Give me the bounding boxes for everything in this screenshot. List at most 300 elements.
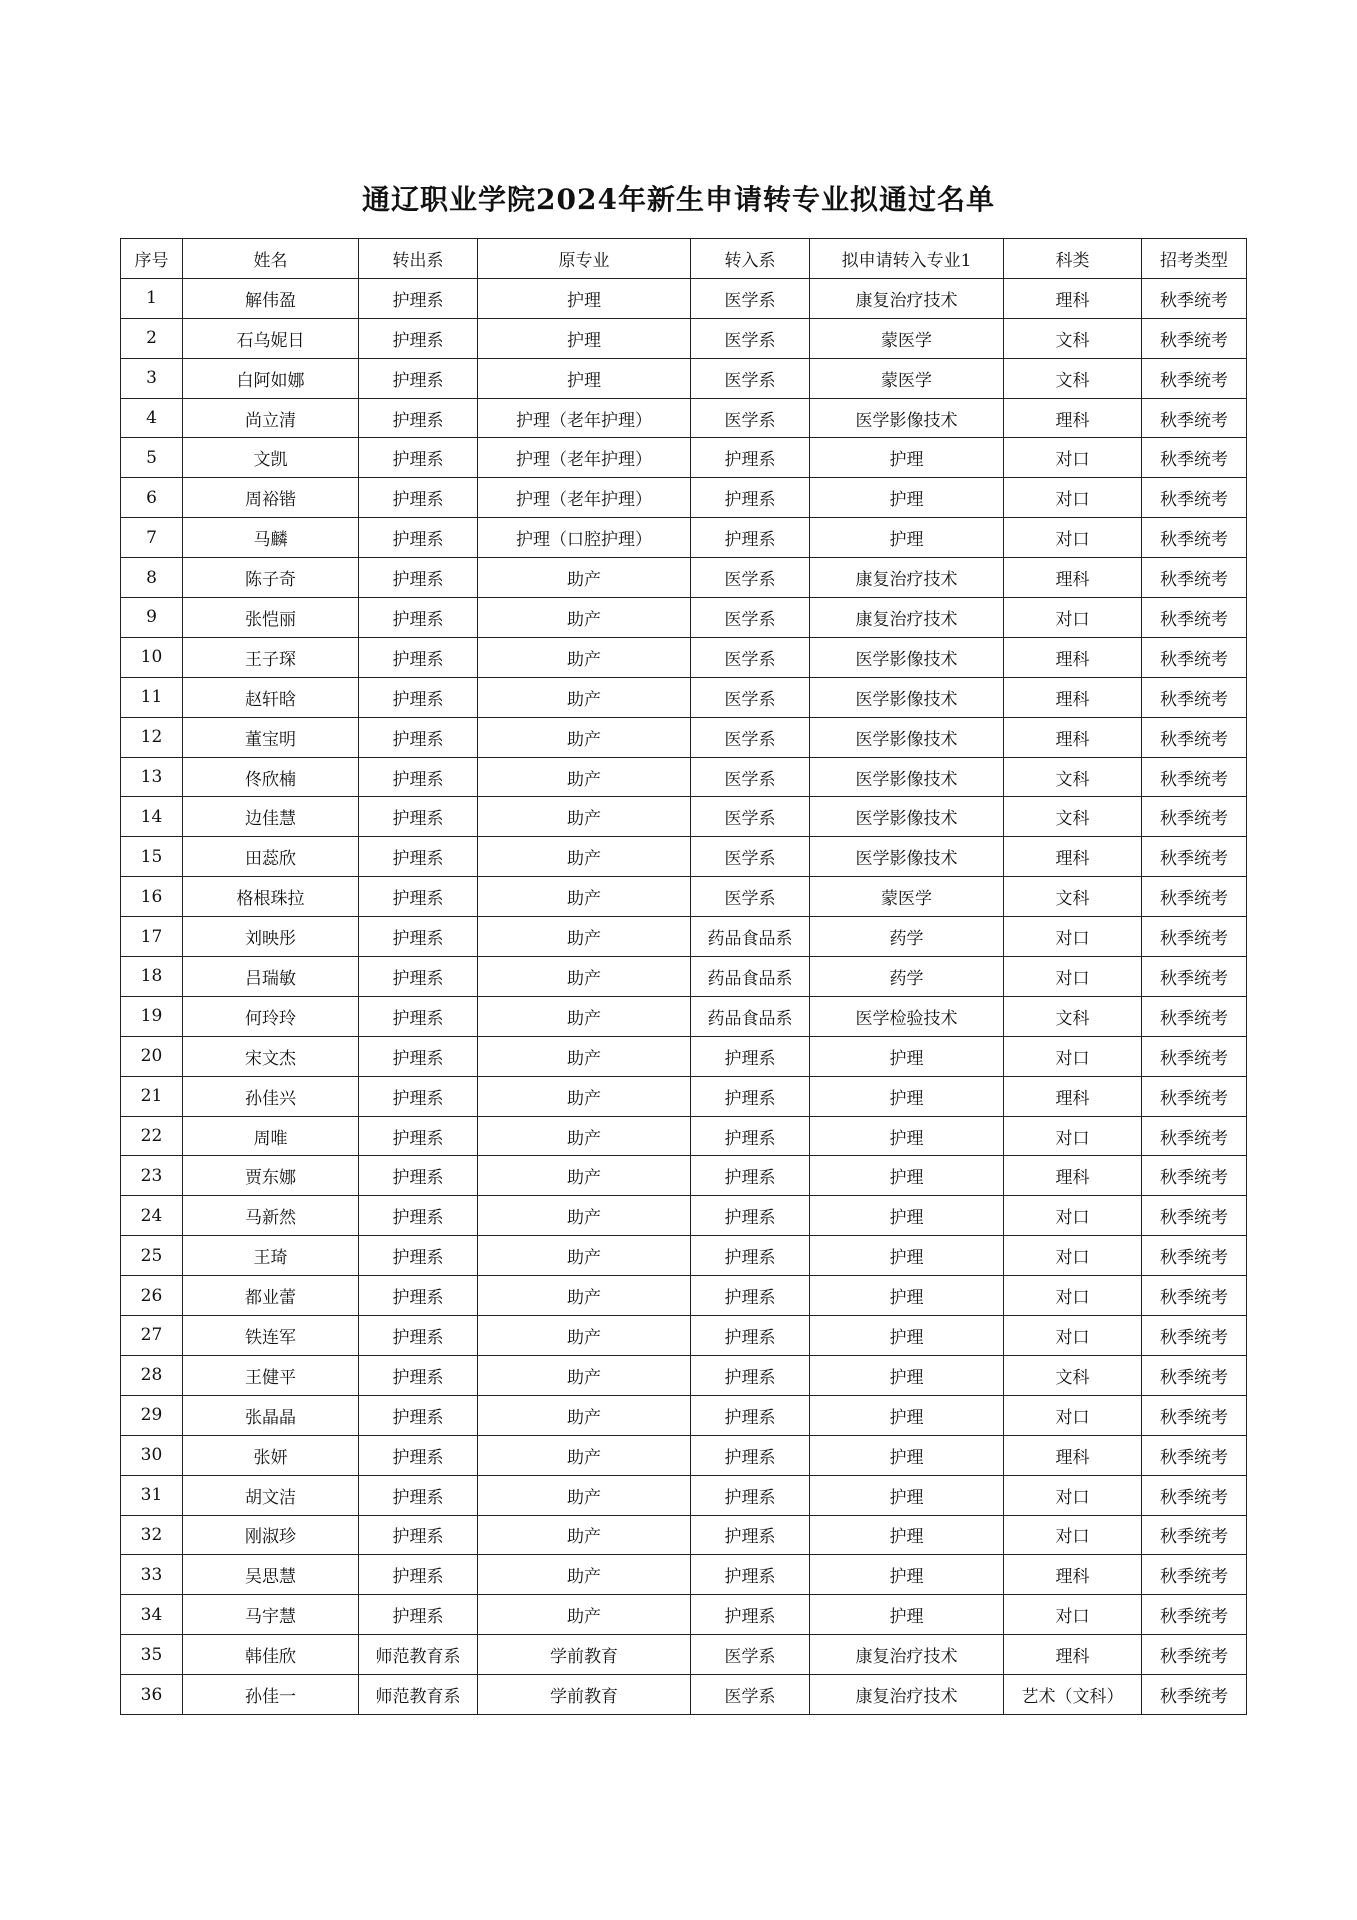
serial-cell: 10 — [121, 637, 183, 677]
to-department-cell: 医学系 — [691, 717, 810, 757]
header-from-department: 转出系 — [359, 239, 478, 279]
exam-type-cell: 秋季统考 — [1142, 438, 1247, 478]
original-major-cell: 助产 — [478, 1036, 691, 1076]
original-major-cell: 学前教育 — [478, 1635, 691, 1675]
exam-type-cell: 秋季统考 — [1142, 1196, 1247, 1236]
name-cell: 解伟盈 — [183, 278, 359, 318]
to-department-cell: 护理系 — [691, 1156, 810, 1196]
exam-type-cell: 秋季统考 — [1142, 1036, 1247, 1076]
target-major-cell: 护理 — [810, 1475, 1004, 1515]
to-department-cell: 医学系 — [691, 877, 810, 917]
table-row — [121, 677, 1247, 717]
original-major-cell: 助产 — [478, 637, 691, 677]
original-major-cell: 护理（口腔护理） — [478, 518, 691, 558]
from-department-cell: 护理系 — [359, 1276, 478, 1316]
exam-type-cell: 秋季统考 — [1142, 598, 1247, 638]
serial-cell: 16 — [121, 877, 183, 917]
original-major-cell: 护理（老年护理） — [478, 478, 691, 518]
exam-type-cell: 秋季统考 — [1142, 1595, 1247, 1635]
subject-category-cell: 艺术（文科） — [1004, 1675, 1142, 1715]
to-department-cell: 护理系 — [691, 1076, 810, 1116]
subject-category-cell: 文科 — [1004, 757, 1142, 797]
name-cell: 孙佳兴 — [183, 1076, 359, 1116]
target-major-cell: 护理 — [810, 1236, 1004, 1276]
target-major-cell: 护理 — [810, 1395, 1004, 1435]
from-department-cell: 护理系 — [359, 1236, 478, 1276]
exam-type-cell: 秋季统考 — [1142, 1395, 1247, 1435]
serial-cell: 28 — [121, 1355, 183, 1395]
target-major-cell: 护理 — [810, 1156, 1004, 1196]
exam-type-cell: 秋季统考 — [1142, 917, 1247, 957]
exam-type-cell: 秋季统考 — [1142, 1316, 1247, 1356]
original-major-cell: 助产 — [478, 1116, 691, 1156]
target-major-cell: 护理 — [810, 518, 1004, 558]
to-department-cell: 护理系 — [691, 1236, 810, 1276]
exam-type-cell: 秋季统考 — [1142, 677, 1247, 717]
exam-type-cell: 秋季统考 — [1142, 1236, 1247, 1276]
name-cell: 格根珠拉 — [183, 877, 359, 917]
target-major-cell: 护理 — [810, 1276, 1004, 1316]
from-department-cell: 护理系 — [359, 1116, 478, 1156]
to-department-cell: 医学系 — [691, 358, 810, 398]
from-department-cell: 护理系 — [359, 717, 478, 757]
table-row — [121, 837, 1247, 877]
name-cell: 刚淑珍 — [183, 1515, 359, 1555]
name-cell: 王琦 — [183, 1236, 359, 1276]
original-major-cell: 助产 — [478, 1475, 691, 1515]
name-cell: 吕瑞敏 — [183, 957, 359, 997]
from-department-cell: 护理系 — [359, 438, 478, 478]
subject-category-cell: 对口 — [1004, 917, 1142, 957]
subject-category-cell: 理科 — [1004, 837, 1142, 877]
table-row — [121, 1475, 1247, 1515]
name-cell: 胡文洁 — [183, 1475, 359, 1515]
original-major-cell: 护理 — [478, 318, 691, 358]
to-department-cell: 护理系 — [691, 1276, 810, 1316]
original-major-cell: 助产 — [478, 837, 691, 877]
from-department-cell: 护理系 — [359, 1555, 478, 1595]
from-department-cell: 护理系 — [359, 318, 478, 358]
original-major-cell: 助产 — [478, 1316, 691, 1356]
exam-type-cell: 秋季统考 — [1142, 797, 1247, 837]
target-major-cell: 医学影像技术 — [810, 797, 1004, 837]
subject-category-cell: 对口 — [1004, 1036, 1142, 1076]
to-department-cell: 医学系 — [691, 318, 810, 358]
exam-type-cell: 秋季统考 — [1142, 518, 1247, 558]
subject-category-cell: 理科 — [1004, 1635, 1142, 1675]
name-cell: 董宝明 — [183, 717, 359, 757]
from-department-cell: 护理系 — [359, 558, 478, 598]
exam-type-cell: 秋季统考 — [1142, 478, 1247, 518]
table-row — [121, 358, 1247, 398]
original-major-cell: 助产 — [478, 957, 691, 997]
serial-cell: 14 — [121, 797, 183, 837]
name-cell: 石乌妮日 — [183, 318, 359, 358]
from-department-cell: 护理系 — [359, 837, 478, 877]
table-row — [121, 1156, 1247, 1196]
from-department-cell: 护理系 — [359, 1076, 478, 1116]
to-department-cell: 医学系 — [691, 677, 810, 717]
from-department-cell: 护理系 — [359, 677, 478, 717]
target-major-cell: 护理 — [810, 1036, 1004, 1076]
target-major-cell: 护理 — [810, 1555, 1004, 1595]
to-department-cell: 医学系 — [691, 757, 810, 797]
from-department-cell: 护理系 — [359, 1395, 478, 1435]
name-cell: 王健平 — [183, 1355, 359, 1395]
header-serial: 序号 — [121, 239, 183, 279]
table-row — [121, 518, 1247, 558]
from-department-cell: 护理系 — [359, 478, 478, 518]
table-row — [121, 1595, 1247, 1635]
to-department-cell: 药品食品系 — [691, 917, 810, 957]
header-name: 姓名 — [183, 239, 359, 279]
target-major-cell: 康复治疗技术 — [810, 558, 1004, 598]
from-department-cell: 护理系 — [359, 1475, 478, 1515]
name-cell: 张晶晶 — [183, 1395, 359, 1435]
name-cell: 铁连军 — [183, 1316, 359, 1356]
name-cell: 张妍 — [183, 1435, 359, 1475]
subject-category-cell: 对口 — [1004, 438, 1142, 478]
name-cell: 周裕锴 — [183, 478, 359, 518]
table-row — [121, 1395, 1247, 1435]
to-department-cell: 医学系 — [691, 637, 810, 677]
to-department-cell: 医学系 — [691, 558, 810, 598]
serial-cell: 13 — [121, 757, 183, 797]
subject-category-cell: 对口 — [1004, 1475, 1142, 1515]
to-department-cell: 护理系 — [691, 1555, 810, 1595]
to-department-cell: 医学系 — [691, 797, 810, 837]
to-department-cell: 护理系 — [691, 1116, 810, 1156]
subject-category-cell: 理科 — [1004, 1156, 1142, 1196]
subject-category-cell: 文科 — [1004, 318, 1142, 358]
exam-type-cell: 秋季统考 — [1142, 837, 1247, 877]
target-major-cell: 康复治疗技术 — [810, 278, 1004, 318]
name-cell: 尚立清 — [183, 398, 359, 438]
subject-category-cell: 文科 — [1004, 996, 1142, 1036]
table-row — [121, 278, 1247, 318]
target-major-cell: 药学 — [810, 957, 1004, 997]
page-title: 通辽职业学院2024年新生申请转专业拟通过名单 — [362, 183, 995, 216]
original-major-cell: 护理 — [478, 278, 691, 318]
to-department-cell: 护理系 — [691, 1595, 810, 1635]
target-major-cell: 康复治疗技术 — [810, 598, 1004, 638]
from-department-cell: 护理系 — [359, 1515, 478, 1555]
from-department-cell: 护理系 — [359, 1196, 478, 1236]
original-major-cell: 助产 — [478, 677, 691, 717]
target-major-cell: 护理 — [810, 1595, 1004, 1635]
table-row — [121, 318, 1247, 358]
subject-category-cell: 理科 — [1004, 398, 1142, 438]
name-cell: 马新然 — [183, 1196, 359, 1236]
to-department-cell: 护理系 — [691, 1355, 810, 1395]
name-cell: 陈子奇 — [183, 558, 359, 598]
table-row — [121, 797, 1247, 837]
original-major-cell: 助产 — [478, 996, 691, 1036]
subject-category-cell: 理科 — [1004, 1555, 1142, 1595]
subject-category-cell: 文科 — [1004, 358, 1142, 398]
table-row — [121, 637, 1247, 677]
original-major-cell: 助产 — [478, 1555, 691, 1595]
exam-type-cell: 秋季统考 — [1142, 1555, 1247, 1595]
original-major-cell: 学前教育 — [478, 1675, 691, 1715]
target-major-cell: 蒙医学 — [810, 318, 1004, 358]
serial-cell: 17 — [121, 917, 183, 957]
table-row — [121, 438, 1247, 478]
from-department-cell: 护理系 — [359, 1595, 478, 1635]
subject-category-cell: 对口 — [1004, 957, 1142, 997]
name-cell: 贾东娜 — [183, 1156, 359, 1196]
original-major-cell: 助产 — [478, 917, 691, 957]
from-department-cell: 护理系 — [359, 518, 478, 558]
target-major-cell: 医学影像技术 — [810, 677, 1004, 717]
table-row — [121, 598, 1247, 638]
table-row — [121, 1316, 1247, 1356]
original-major-cell: 助产 — [478, 757, 691, 797]
target-major-cell: 医学影像技术 — [810, 757, 1004, 797]
serial-cell: 22 — [121, 1116, 183, 1156]
from-department-cell: 师范教育系 — [359, 1675, 478, 1715]
exam-type-cell: 秋季统考 — [1142, 1076, 1247, 1116]
subject-category-cell: 理科 — [1004, 717, 1142, 757]
table-row — [121, 1435, 1247, 1475]
serial-cell: 32 — [121, 1515, 183, 1555]
exam-type-cell: 秋季统考 — [1142, 1116, 1247, 1156]
name-cell: 张恺丽 — [183, 598, 359, 638]
target-major-cell: 蒙医学 — [810, 358, 1004, 398]
exam-type-cell: 秋季统考 — [1142, 358, 1247, 398]
exam-type-cell: 秋季统考 — [1142, 957, 1247, 997]
subject-category-cell: 文科 — [1004, 797, 1142, 837]
serial-cell: 4 — [121, 398, 183, 438]
to-department-cell: 护理系 — [691, 1515, 810, 1555]
to-department-cell: 医学系 — [691, 1675, 810, 1715]
from-department-cell: 护理系 — [359, 877, 478, 917]
exam-type-cell: 秋季统考 — [1142, 996, 1247, 1036]
target-major-cell: 护理 — [810, 1435, 1004, 1475]
table-row — [121, 1116, 1247, 1156]
from-department-cell: 护理系 — [359, 598, 478, 638]
serial-cell: 26 — [121, 1276, 183, 1316]
to-department-cell: 护理系 — [691, 518, 810, 558]
target-major-cell: 医学影像技术 — [810, 637, 1004, 677]
serial-cell: 31 — [121, 1475, 183, 1515]
subject-category-cell: 理科 — [1004, 558, 1142, 598]
header-original-major: 原专业 — [478, 239, 691, 279]
exam-type-cell: 秋季统考 — [1142, 398, 1247, 438]
table-row — [121, 996, 1247, 1036]
to-department-cell: 护理系 — [691, 1196, 810, 1236]
name-cell: 周唯 — [183, 1116, 359, 1156]
name-cell: 佟欣楠 — [183, 757, 359, 797]
header-subject-category: 科类 — [1004, 239, 1142, 279]
name-cell: 白阿如娜 — [183, 358, 359, 398]
original-major-cell: 助产 — [478, 558, 691, 598]
original-major-cell: 助产 — [478, 797, 691, 837]
table-row — [121, 1515, 1247, 1555]
name-cell: 赵轩晗 — [183, 677, 359, 717]
to-department-cell: 药品食品系 — [691, 996, 810, 1036]
original-major-cell: 助产 — [478, 1355, 691, 1395]
from-department-cell: 护理系 — [359, 1156, 478, 1196]
serial-cell: 15 — [121, 837, 183, 877]
serial-cell: 19 — [121, 996, 183, 1036]
name-cell: 韩佳欣 — [183, 1635, 359, 1675]
to-department-cell: 护理系 — [691, 1395, 810, 1435]
table-header-row — [121, 239, 1247, 279]
subject-category-cell: 对口 — [1004, 1236, 1142, 1276]
original-major-cell: 助产 — [478, 877, 691, 917]
serial-cell: 5 — [121, 438, 183, 478]
name-cell: 何玲玲 — [183, 996, 359, 1036]
table-row — [121, 1555, 1247, 1595]
original-major-cell: 助产 — [478, 717, 691, 757]
exam-type-cell: 秋季统考 — [1142, 558, 1247, 598]
serial-cell: 33 — [121, 1555, 183, 1595]
table-row — [121, 717, 1247, 757]
target-major-cell: 护理 — [810, 1196, 1004, 1236]
target-major-cell: 护理 — [810, 1316, 1004, 1356]
from-department-cell: 护理系 — [359, 1435, 478, 1475]
table-row — [121, 1236, 1247, 1276]
target-major-cell: 护理 — [810, 1116, 1004, 1156]
subject-category-cell: 理科 — [1004, 637, 1142, 677]
table-row — [121, 398, 1247, 438]
exam-type-cell: 秋季统考 — [1142, 1515, 1247, 1555]
subject-category-cell: 对口 — [1004, 478, 1142, 518]
subject-category-cell: 文科 — [1004, 1355, 1142, 1395]
serial-cell: 11 — [121, 677, 183, 717]
target-major-cell: 蒙医学 — [810, 877, 1004, 917]
from-department-cell: 护理系 — [359, 1036, 478, 1076]
subject-category-cell: 文科 — [1004, 877, 1142, 917]
exam-type-cell: 秋季统考 — [1142, 1355, 1247, 1395]
to-department-cell: 护理系 — [691, 1316, 810, 1356]
to-department-cell: 医学系 — [691, 598, 810, 638]
to-department-cell: 护理系 — [691, 1475, 810, 1515]
serial-cell: 24 — [121, 1196, 183, 1236]
table-row — [121, 957, 1247, 997]
to-department-cell: 护理系 — [691, 1036, 810, 1076]
name-cell: 田蕊欣 — [183, 837, 359, 877]
from-department-cell: 护理系 — [359, 957, 478, 997]
original-major-cell: 助产 — [478, 1236, 691, 1276]
exam-type-cell: 秋季统考 — [1142, 717, 1247, 757]
exam-type-cell: 秋季统考 — [1142, 318, 1247, 358]
name-cell: 都业蕾 — [183, 1276, 359, 1316]
to-department-cell: 医学系 — [691, 278, 810, 318]
exam-type-cell: 秋季统考 — [1142, 1156, 1247, 1196]
target-major-cell: 医学影像技术 — [810, 837, 1004, 877]
table-body — [121, 278, 1247, 1714]
original-major-cell: 护理（老年护理） — [478, 438, 691, 478]
name-cell: 吴思慧 — [183, 1555, 359, 1595]
serial-cell: 8 — [121, 558, 183, 598]
exam-type-cell: 秋季统考 — [1142, 877, 1247, 917]
from-department-cell: 护理系 — [359, 278, 478, 318]
serial-cell: 6 — [121, 478, 183, 518]
original-major-cell: 助产 — [478, 1196, 691, 1236]
target-major-cell: 医学影像技术 — [810, 398, 1004, 438]
target-major-cell: 护理 — [810, 1355, 1004, 1395]
exam-type-cell: 秋季统考 — [1142, 1675, 1247, 1715]
serial-cell: 21 — [121, 1076, 183, 1116]
table-row — [121, 1675, 1247, 1715]
header-to-department: 转入系 — [691, 239, 810, 279]
serial-cell: 2 — [121, 318, 183, 358]
target-major-cell: 护理 — [810, 1076, 1004, 1116]
transfer-list-table — [120, 238, 1247, 1715]
target-major-cell: 医学检验技术 — [810, 996, 1004, 1036]
to-department-cell: 医学系 — [691, 398, 810, 438]
exam-type-cell: 秋季统考 — [1142, 637, 1247, 677]
table-row — [121, 1036, 1247, 1076]
from-department-cell: 护理系 — [359, 1355, 478, 1395]
to-department-cell: 医学系 — [691, 1635, 810, 1675]
serial-cell: 1 — [121, 278, 183, 318]
serial-cell: 34 — [121, 1595, 183, 1635]
table-row — [121, 1635, 1247, 1675]
table-row — [121, 558, 1247, 598]
serial-cell: 27 — [121, 1316, 183, 1356]
target-major-cell: 医学影像技术 — [810, 717, 1004, 757]
serial-cell: 12 — [121, 717, 183, 757]
subject-category-cell: 对口 — [1004, 1595, 1142, 1635]
subject-category-cell: 理科 — [1004, 1076, 1142, 1116]
from-department-cell: 护理系 — [359, 996, 478, 1036]
serial-cell: 25 — [121, 1236, 183, 1276]
serial-cell: 36 — [121, 1675, 183, 1715]
original-major-cell: 助产 — [478, 1156, 691, 1196]
target-major-cell: 护理 — [810, 1515, 1004, 1555]
from-department-cell: 护理系 — [359, 1316, 478, 1356]
original-major-cell: 护理（老年护理） — [478, 398, 691, 438]
exam-type-cell: 秋季统考 — [1142, 1635, 1247, 1675]
subject-category-cell: 对口 — [1004, 1395, 1142, 1435]
name-cell: 边佳慧 — [183, 797, 359, 837]
from-department-cell: 护理系 — [359, 797, 478, 837]
subject-category-cell: 对口 — [1004, 1316, 1142, 1356]
table-row — [121, 1196, 1247, 1236]
target-major-cell: 康复治疗技术 — [810, 1635, 1004, 1675]
table-row — [121, 917, 1247, 957]
to-department-cell: 护理系 — [691, 478, 810, 518]
from-department-cell: 护理系 — [359, 637, 478, 677]
to-department-cell: 医学系 — [691, 837, 810, 877]
serial-cell: 18 — [121, 957, 183, 997]
serial-cell: 9 — [121, 598, 183, 638]
table-row — [121, 1355, 1247, 1395]
name-cell: 孙佳一 — [183, 1675, 359, 1715]
serial-cell: 29 — [121, 1395, 183, 1435]
name-cell: 马麟 — [183, 518, 359, 558]
to-department-cell: 药品食品系 — [691, 957, 810, 997]
target-major-cell: 护理 — [810, 438, 1004, 478]
subject-category-cell: 对口 — [1004, 1276, 1142, 1316]
subject-category-cell: 对口 — [1004, 598, 1142, 638]
serial-cell: 30 — [121, 1435, 183, 1475]
subject-category-cell: 理科 — [1004, 677, 1142, 717]
target-major-cell: 康复治疗技术 — [810, 1675, 1004, 1715]
from-department-cell: 师范教育系 — [359, 1635, 478, 1675]
name-cell: 文凯 — [183, 438, 359, 478]
serial-cell: 3 — [121, 358, 183, 398]
from-department-cell: 护理系 — [359, 398, 478, 438]
original-major-cell: 助产 — [478, 598, 691, 638]
table-row — [121, 1076, 1247, 1116]
exam-type-cell: 秋季统考 — [1142, 1475, 1247, 1515]
original-major-cell: 助产 — [478, 1395, 691, 1435]
original-major-cell: 助产 — [478, 1276, 691, 1316]
